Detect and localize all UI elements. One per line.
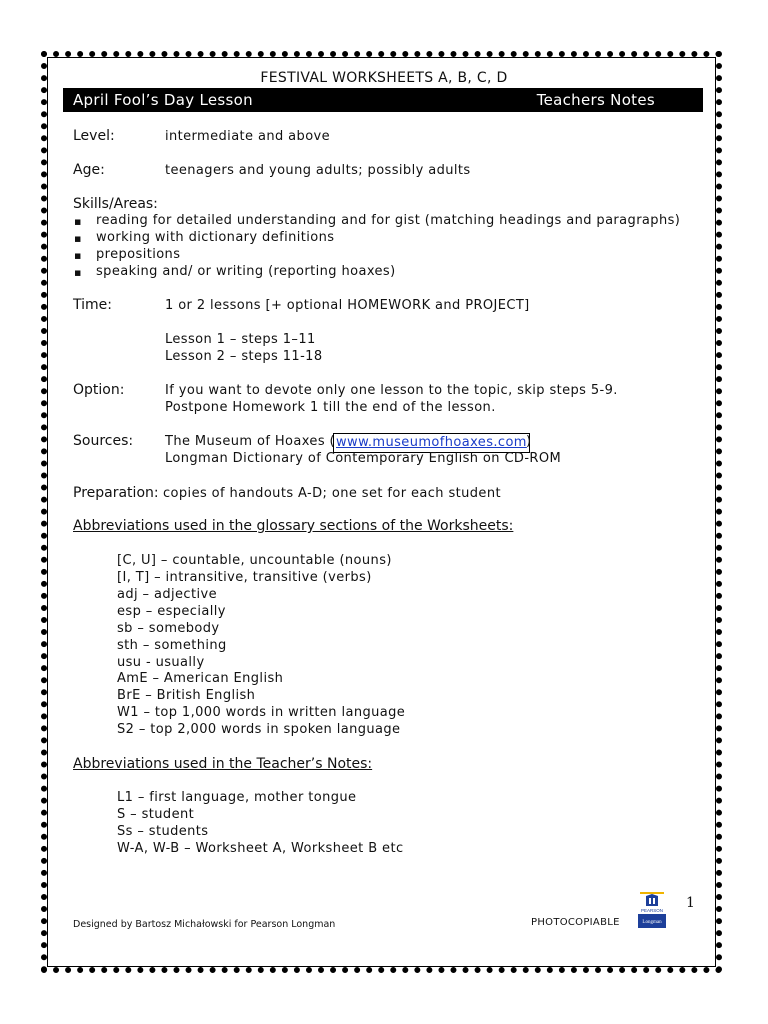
sources-line-1-suffix: ) [526,434,532,449]
lesson-1-steps: Lesson 1 – steps 1–11 [165,332,316,347]
glossary-abbreviation-item: S2 – top 2,000 words in spoken language [117,722,401,737]
sources-line-2: Longman Dictionary of Contemporary English on CD-ROM [165,451,562,466]
svg-text:Longman: Longman [642,920,662,925]
glossary-abbreviation-item: sth – something [117,638,227,653]
skills-label: Skills/Areas: [73,196,158,212]
glossary-abbreviation-item: esp – especially [117,604,226,619]
skills-item: working with dictionary definitions [96,230,335,245]
lesson-2-steps: Lesson 2 – steps 11-18 [165,349,323,364]
banner-teachers-notes: Teachers Notes [536,91,655,109]
page-number: 1 [686,895,695,911]
glossary-abbreviation-item: [C, U] – countable, uncountable (nouns) [117,553,392,568]
glossary-abbreviation-item: usu - usually [117,655,205,670]
teacher-abbreviation-item: L1 – first language, mother tongue [117,790,357,805]
glossary-abbreviation-item: [I, T] – intransitive, transitive (verbs) [117,570,372,585]
museum-of-hoaxes-link[interactable]: www.museumofhoaxes.com [333,433,530,453]
skills-item: prepositions [96,247,181,262]
level-label: Level: [73,128,115,144]
option-label: Option: [73,382,125,398]
glossary-abbreviation-item: BrE – British English [117,688,256,703]
photocopiable-label: PHOTOCOPIABLE [531,917,620,928]
level-value: intermediate and above [165,129,331,144]
pearson-longman-logo-icon [636,892,668,928]
glossary-abbreviation-item: AmE – American English [117,671,284,686]
document-title: FESTIVAL WORKSHEETS A, B, C, D [260,70,508,86]
lesson-banner [63,88,703,112]
time-value: 1 or 2 lessons [+ optional HOMEWORK and PROJECT] [165,298,530,313]
option-line-1: If you want to devote only one lesson to the topic, skip steps 5-9. [165,383,618,398]
age-value: teenagers and young adults; possibly adults [165,163,471,178]
glossary-abbreviation-item: W1 – top 1,000 words in written language [117,705,406,720]
skills-item: reading for detailed understanding and for gist (matching headings and paragraphs) [96,213,681,228]
age-label: Age: [73,162,105,178]
glossary-abbreviations-heading: Abbreviations used in the glossary sections of the Worksheets: [73,518,514,534]
sources-line-1-prefix: The Museum of Hoaxes ( [165,434,335,449]
glossary-abbreviation-item: adj – adjective [117,587,217,602]
sources-label: Sources: [73,433,134,449]
designer-credit: Designed by Bartosz Michałowski for Pearson Longman [73,919,336,930]
teacher-abbreviation-item: W-A, W-B – Worksheet A, Worksheet B etc [117,841,404,856]
bullet-icon: ▪ [74,266,82,279]
svg-text:PEARSON: PEARSON [640,908,664,913]
teacher-abbreviation-item: Ss – students [117,824,209,839]
bullet-icon: ▪ [74,215,82,228]
banner-lesson-title: April Fool’s Day Lesson [73,91,253,109]
skills-item: speaking and/ or writing (reporting hoaxes) [96,264,396,279]
teacher-abbreviations-heading: Abbreviations used in the Teacher’s Notes: [73,756,373,772]
teacher-abbreviation-item: S – student [117,807,195,822]
option-line-2: Postpone Homework 1 till the end of the lesson. [165,400,496,415]
preparation-value: copies of handouts A-D; one set for each student [163,486,501,501]
bullet-icon: ▪ [74,249,82,262]
preparation-label: Preparation: [73,485,159,501]
glossary-abbreviation-item: sb – somebody [117,621,220,636]
time-label: Time: [73,297,112,313]
bullet-icon: ▪ [74,232,82,245]
